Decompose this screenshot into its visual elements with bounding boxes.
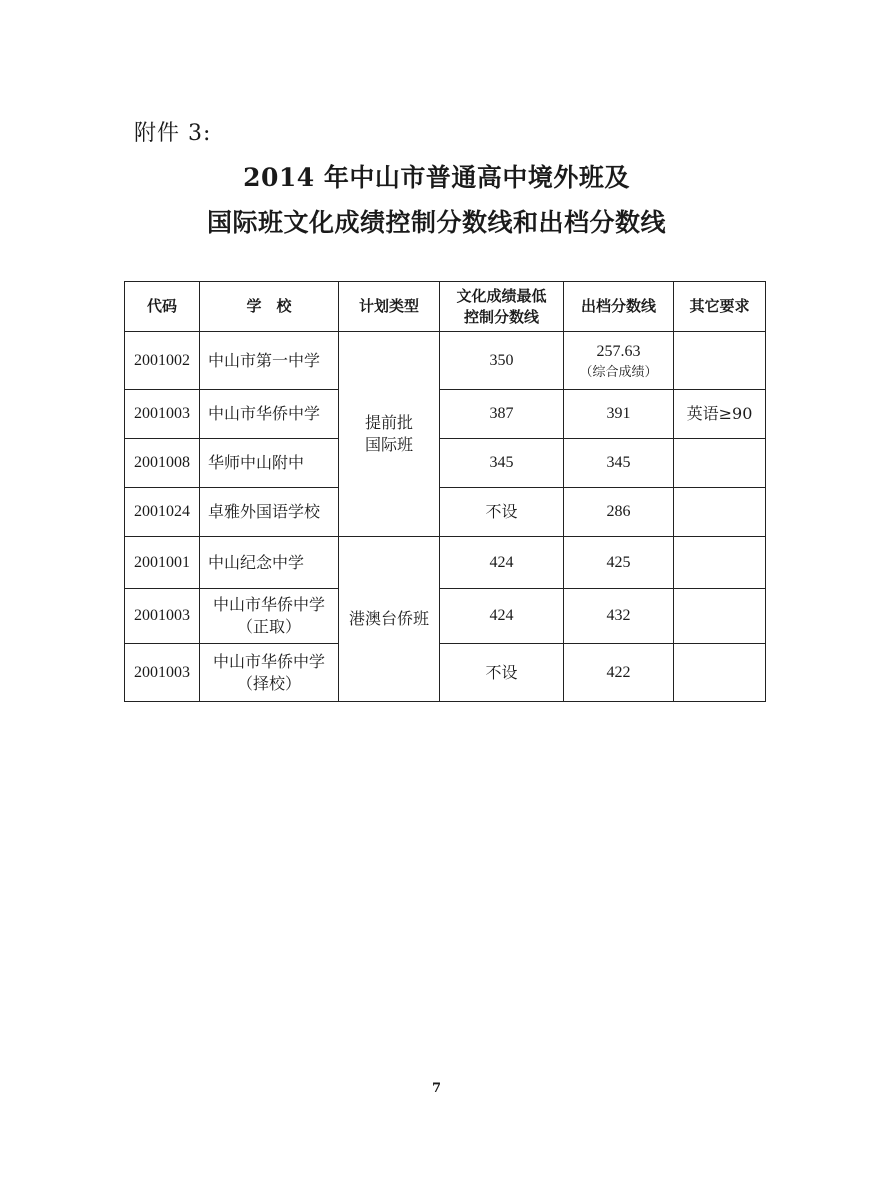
- table-row: [125, 589, 766, 644]
- cell-min-score: 424: [440, 537, 564, 589]
- cell-other: [674, 644, 766, 702]
- table-row: [125, 488, 766, 537]
- cell-other: 英语≥90: [674, 390, 766, 439]
- table-row: [125, 439, 766, 488]
- score-table: [124, 281, 766, 702]
- cell-admit-score: 391: [564, 390, 674, 439]
- cell-school: 中山市第一中学: [200, 332, 339, 390]
- table-row: [125, 644, 766, 702]
- header-school: 学 校: [200, 282, 339, 332]
- cell-min-score: 424: [440, 589, 564, 644]
- header-row: [125, 282, 766, 332]
- header-admit-score: 出档分数线: [564, 282, 674, 332]
- cell-school: [200, 644, 339, 702]
- page-number: 7: [431, 1081, 442, 1096]
- cell-code: 2001003: [125, 390, 200, 439]
- cell-code: 2001001: [125, 537, 200, 589]
- school-name: 中山市华侨中学: [212, 651, 325, 671]
- header-min-score-line1: 文化成绩最低: [456, 287, 547, 306]
- cell-school: [200, 589, 339, 644]
- cell-other: [674, 332, 766, 390]
- admit-score-value: 257.63: [596, 342, 641, 360]
- cell-other: [674, 537, 766, 589]
- header-code: 代码: [125, 282, 200, 332]
- cell-min-score: 387: [440, 390, 564, 439]
- header-min-score-line2: 控制分数线: [463, 307, 539, 326]
- cell-admit-score: 422: [564, 644, 674, 702]
- cell-admit-score: [564, 332, 674, 390]
- cell-code: 2001003: [125, 644, 200, 702]
- cell-school: 中山纪念中学: [200, 537, 339, 589]
- cell-code: 2001008: [125, 439, 200, 488]
- cell-other: [674, 488, 766, 537]
- header-other: 其它要求: [674, 282, 766, 332]
- table-row: [125, 390, 766, 439]
- school-note: （正取）: [236, 617, 301, 636]
- table-row: [125, 537, 766, 589]
- cell-admit-score: 425: [564, 537, 674, 589]
- table-row: [125, 332, 766, 390]
- cell-other: [674, 589, 766, 644]
- cell-min-score: 不设: [440, 644, 564, 702]
- cell-code: 2001024: [125, 488, 200, 537]
- school-name: 中山市华侨中学: [212, 595, 325, 615]
- cell-min-score: 350: [440, 332, 564, 390]
- cell-min-score: 不设: [440, 488, 564, 537]
- cell-school: 卓雅外国语学校: [200, 488, 339, 537]
- cell-admit-score: 432: [564, 589, 674, 644]
- cell-code: 2001002: [125, 332, 200, 390]
- header-min-score: [440, 282, 564, 332]
- header-plan: 计划类型: [339, 282, 440, 332]
- cell-code: 2001003: [125, 589, 200, 644]
- cell-admit-score: 286: [564, 488, 674, 537]
- document-title-line1: 2014 年中山市普通高中境外班及: [243, 163, 630, 192]
- cell-other: [674, 439, 766, 488]
- admit-score-note: （综合成绩）: [579, 363, 658, 379]
- cell-admit-score: 345: [564, 439, 674, 488]
- document-title-line2: 国际班文化成绩控制分数线和出档分数线: [206, 208, 666, 237]
- school-note: （择校）: [236, 673, 301, 693]
- cell-school: 华师中山附中: [200, 439, 339, 488]
- attachment-label: 附件 3:: [134, 121, 212, 146]
- cell-school: 中山市华侨中学: [200, 390, 339, 439]
- cell-min-score: 345: [440, 439, 564, 488]
- cell-plan-group: 提前批 国际班: [339, 332, 440, 537]
- cell-plan-group: 港澳台侨班: [339, 537, 440, 702]
